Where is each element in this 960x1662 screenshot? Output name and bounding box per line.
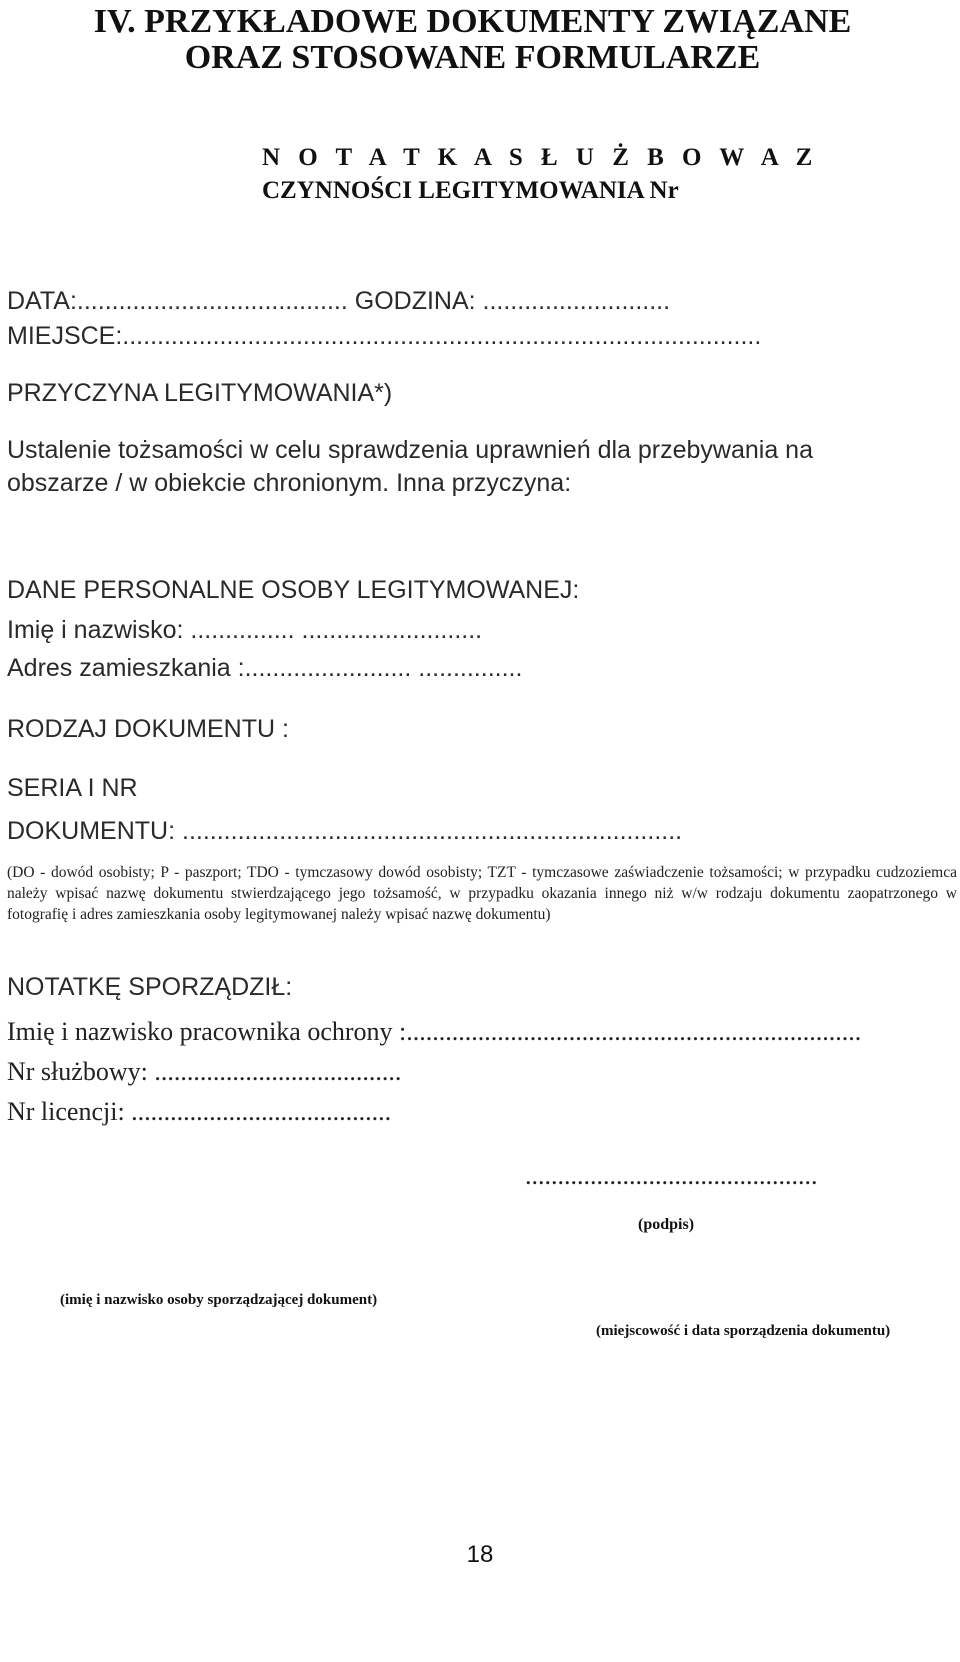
document-series-label: SERIA I NR <box>7 774 138 802</box>
personal-data-label: DANE PERSONALNE OSOBY LEGITYMOWANEJ: <box>7 576 580 604</box>
address-field: Adres zamieszkania :........................ ............... <box>7 654 523 682</box>
page-number: 18 <box>466 1541 494 1568</box>
service-number-field: Nr służbowy: ...................................... <box>7 1057 402 1086</box>
reason-text: Ustalenie tożsamości w celu sprawdzenia uprawnień dla przebywania na obszarze / w obiekcie chronionym. Inna przyczyna: <box>7 436 813 497</box>
date-time-field: DATA:....................................... GODZINA: ........................... <box>7 287 671 315</box>
license-number-field: Nr licencji: ........................................ <box>7 1097 392 1126</box>
signature-caption: (podpis) <box>638 1216 695 1233</box>
author-caption: (imię i nazwisko osoby sporządzającej dokument) <box>60 1292 378 1308</box>
document-note: (DO - dowód osobisty; P - paszport; TDO - tymczasowy dowód osobisty; TZT - tymczasowe zaświadczenie tożsamości; w przypadku cudzoziemca należy wpisać nazwę dokumentu stwierdzającego jego tożsamość, w przypadku okazania innego niż w/w rodzaju dokumentu zaopatrzonego w fotografię i adres zamieszkania osoby legitymowanej należy wpisać nazwę dokumentu) <box>7 864 957 923</box>
author-label: NOTATKĘ SPORZĄDZIŁ: <box>7 973 293 1001</box>
form-title-line2: CZYNNOŚCI LEGITYMOWANIA Nr <box>262 177 679 204</box>
reason-label: PRZYCZYNA LEGITYMOWANIA*) <box>7 379 393 407</box>
form-title-line1: N O T A T K A S Ł U Ż B O W A Z <box>262 144 819 171</box>
section-heading-line2: ORAZ STOSOWANE FORMULARZE <box>184 39 761 76</box>
document-number-field: DOKUMENTU: ........................................................................ <box>7 817 683 845</box>
place-date-caption: (miejscowość i data sporządzenia dokumentu) <box>596 1323 891 1339</box>
place-field: MIEJSCE:............................................................................................ <box>7 322 762 350</box>
section-heading-line1: IV. PRZYKŁADOWE DOKUMENTY ZWIĄZANE <box>93 3 852 40</box>
document-type-field: RODZAJ DOKUMENTU : <box>7 715 289 743</box>
signature-line: ............................................. <box>525 1161 818 1190</box>
name-field: Imię i nazwisko: ............... .......................... <box>7 616 483 644</box>
guard-name-field: Imię i nazwisko pracownika ochrony :...................................................................... <box>7 1017 862 1046</box>
